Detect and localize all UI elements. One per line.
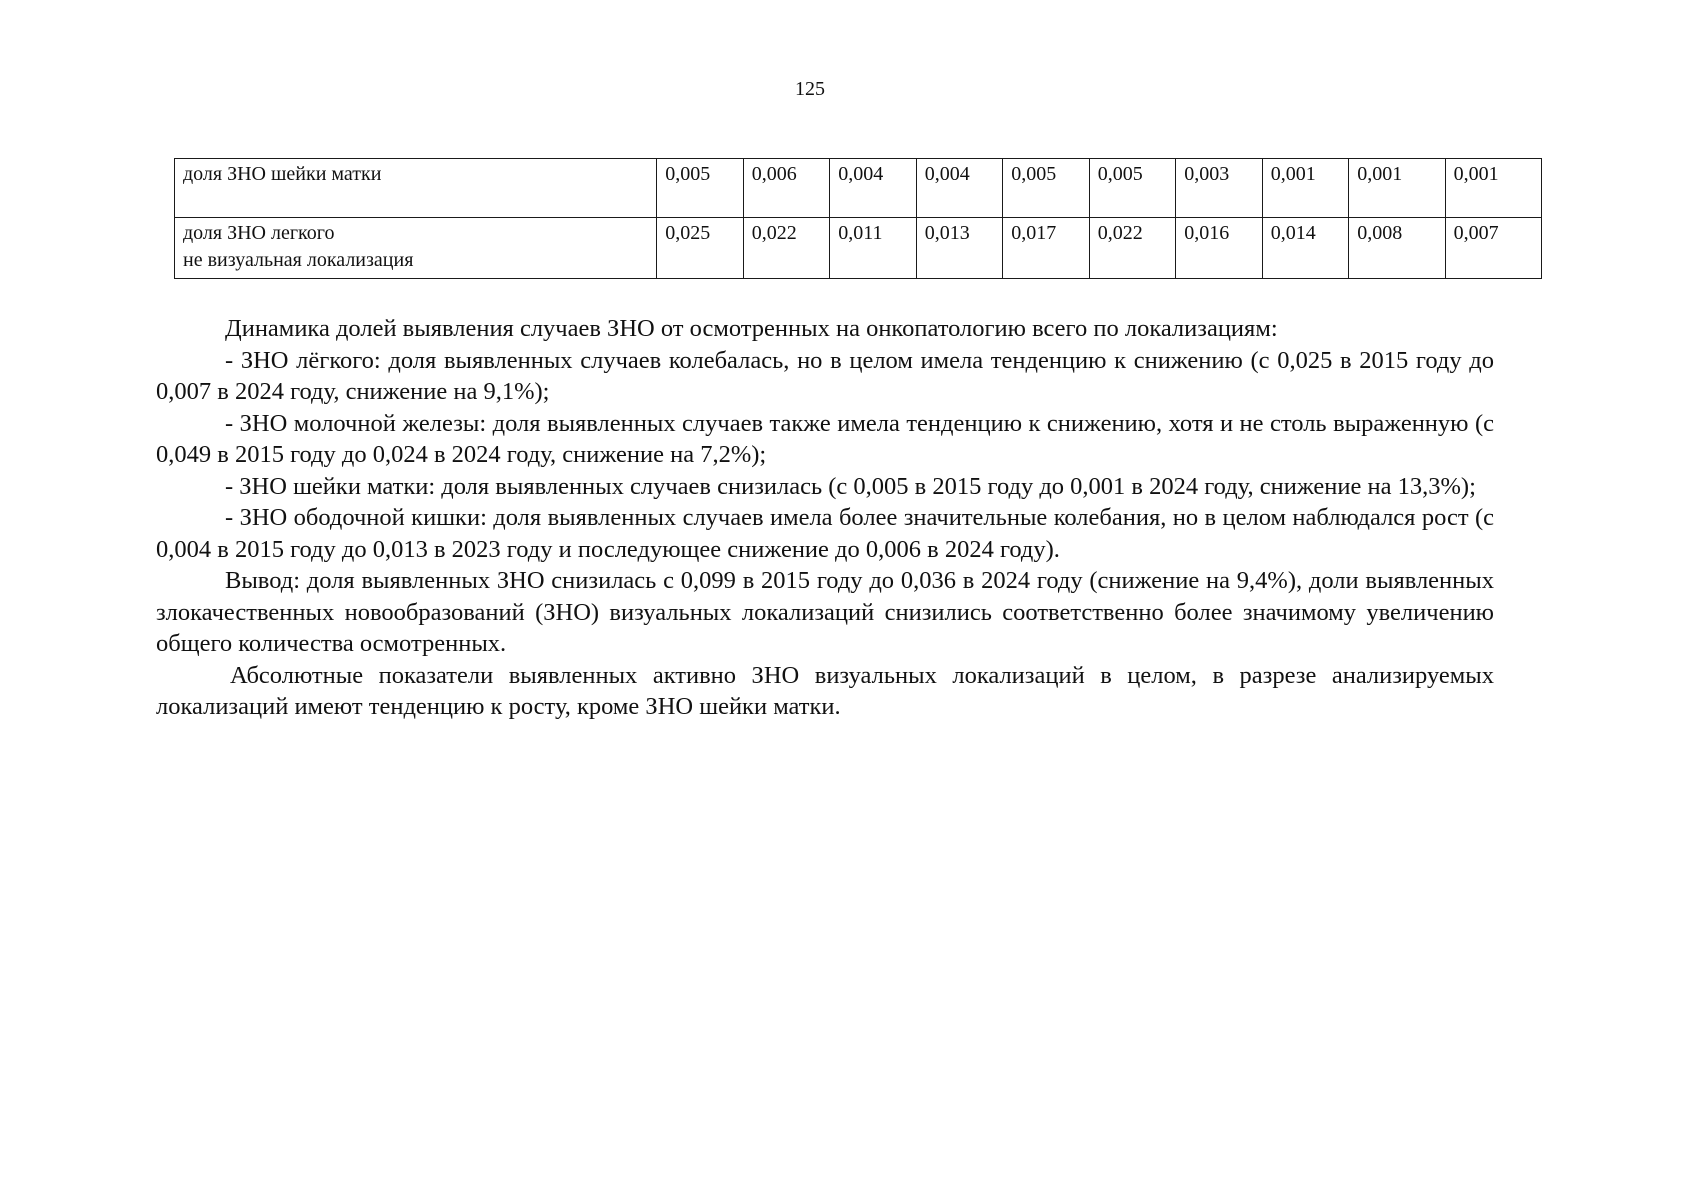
table-cell: 0,016	[1176, 218, 1263, 279]
table-cell: 0,007	[1445, 218, 1541, 279]
table-cell: 0,005	[1003, 159, 1090, 218]
row-label-line: доля ЗНО шейки матки	[183, 163, 382, 185]
table-cell: 0,014	[1262, 218, 1349, 279]
table-cell: 0,001	[1262, 159, 1349, 218]
table-cell: 0,006	[743, 159, 830, 218]
table-cell: 0,004	[830, 159, 917, 218]
paragraph-conclusion: Вывод: доля выявленных ЗНО снизилась с 0,099 в 2015 году до 0,036 в 2024 году (снижение на 9,4%), доли выявленных злокачественных новообразований (ЗНО) визуальных локализаций снизились соответственно более значимому увеличению общего количества осмотренных.	[156, 567, 1494, 657]
table-cell: 0,017	[1003, 218, 1090, 279]
table-cell: 0,001	[1349, 159, 1445, 218]
row-label	[175, 218, 657, 279]
table-row	[175, 159, 1542, 218]
paragraph-breast: - ЗНО молочной железы: доля выявленных случаев также имела тенденцию к снижению, хотя и не столь выраженную (с 0,049 в 2015 году до 0,024 в 2024 году, снижение на 7,2%);	[156, 409, 1494, 468]
paragraph-colon: - ЗНО ободочной кишки: доля выявленных случаев имела более значительные колебания, но в целом наблюдался рост (с 0,004 в 2015 году до 0,013 в 2023 году и последующее снижение до 0,006 в 2024 году).	[156, 504, 1494, 563]
table-cell: 0,025	[657, 218, 744, 279]
row-label-line: доля ЗНО легкого	[183, 222, 335, 244]
table-cell: 0,013	[916, 218, 1003, 279]
table-cell: 0,022	[743, 218, 830, 279]
table-cell: 0,003	[1176, 159, 1263, 218]
table-cell: 0,011	[830, 218, 917, 279]
body-text	[156, 313, 1494, 723]
row-label-line: не визуальная локализация	[183, 249, 414, 271]
table-cell: 0,001	[1445, 159, 1541, 218]
table-cell: 0,004	[916, 159, 1003, 218]
table-cell: 0,022	[1089, 218, 1176, 279]
page-number: 125	[795, 78, 825, 100]
data-table	[174, 158, 1542, 279]
table-row	[175, 218, 1542, 279]
paragraph-cervix: - ЗНО шейки матки: доля выявленных случаев снизилась (с 0,005 в 2015 году до 0,001 в 2024 году, снижение на 13,3%);	[225, 472, 1476, 500]
table-cell: 0,005	[657, 159, 744, 218]
row-label	[175, 159, 657, 218]
paragraph-lung: - ЗНО лёгкого: доля выявленных случаев колебалась, но в целом имела тенденцию к снижению (с 0,025 в 2015 году до 0,007 в 2024 году, снижение на 9,1%);	[156, 346, 1494, 405]
table-cell: 0,008	[1349, 218, 1445, 279]
paragraph-intro: Динамика долей выявления случаев ЗНО от осмотренных на онкопатологию всего по локализациям:	[225, 315, 1278, 342]
paragraph-absolute: Абсолютные показатели выявленных активно ЗНО визуальных локализаций в целом, в разрезе анализируемых локализаций имеют тенденцию к росту, кроме ЗНО шейки матки.	[156, 661, 1494, 720]
table-cell: 0,005	[1089, 159, 1176, 218]
